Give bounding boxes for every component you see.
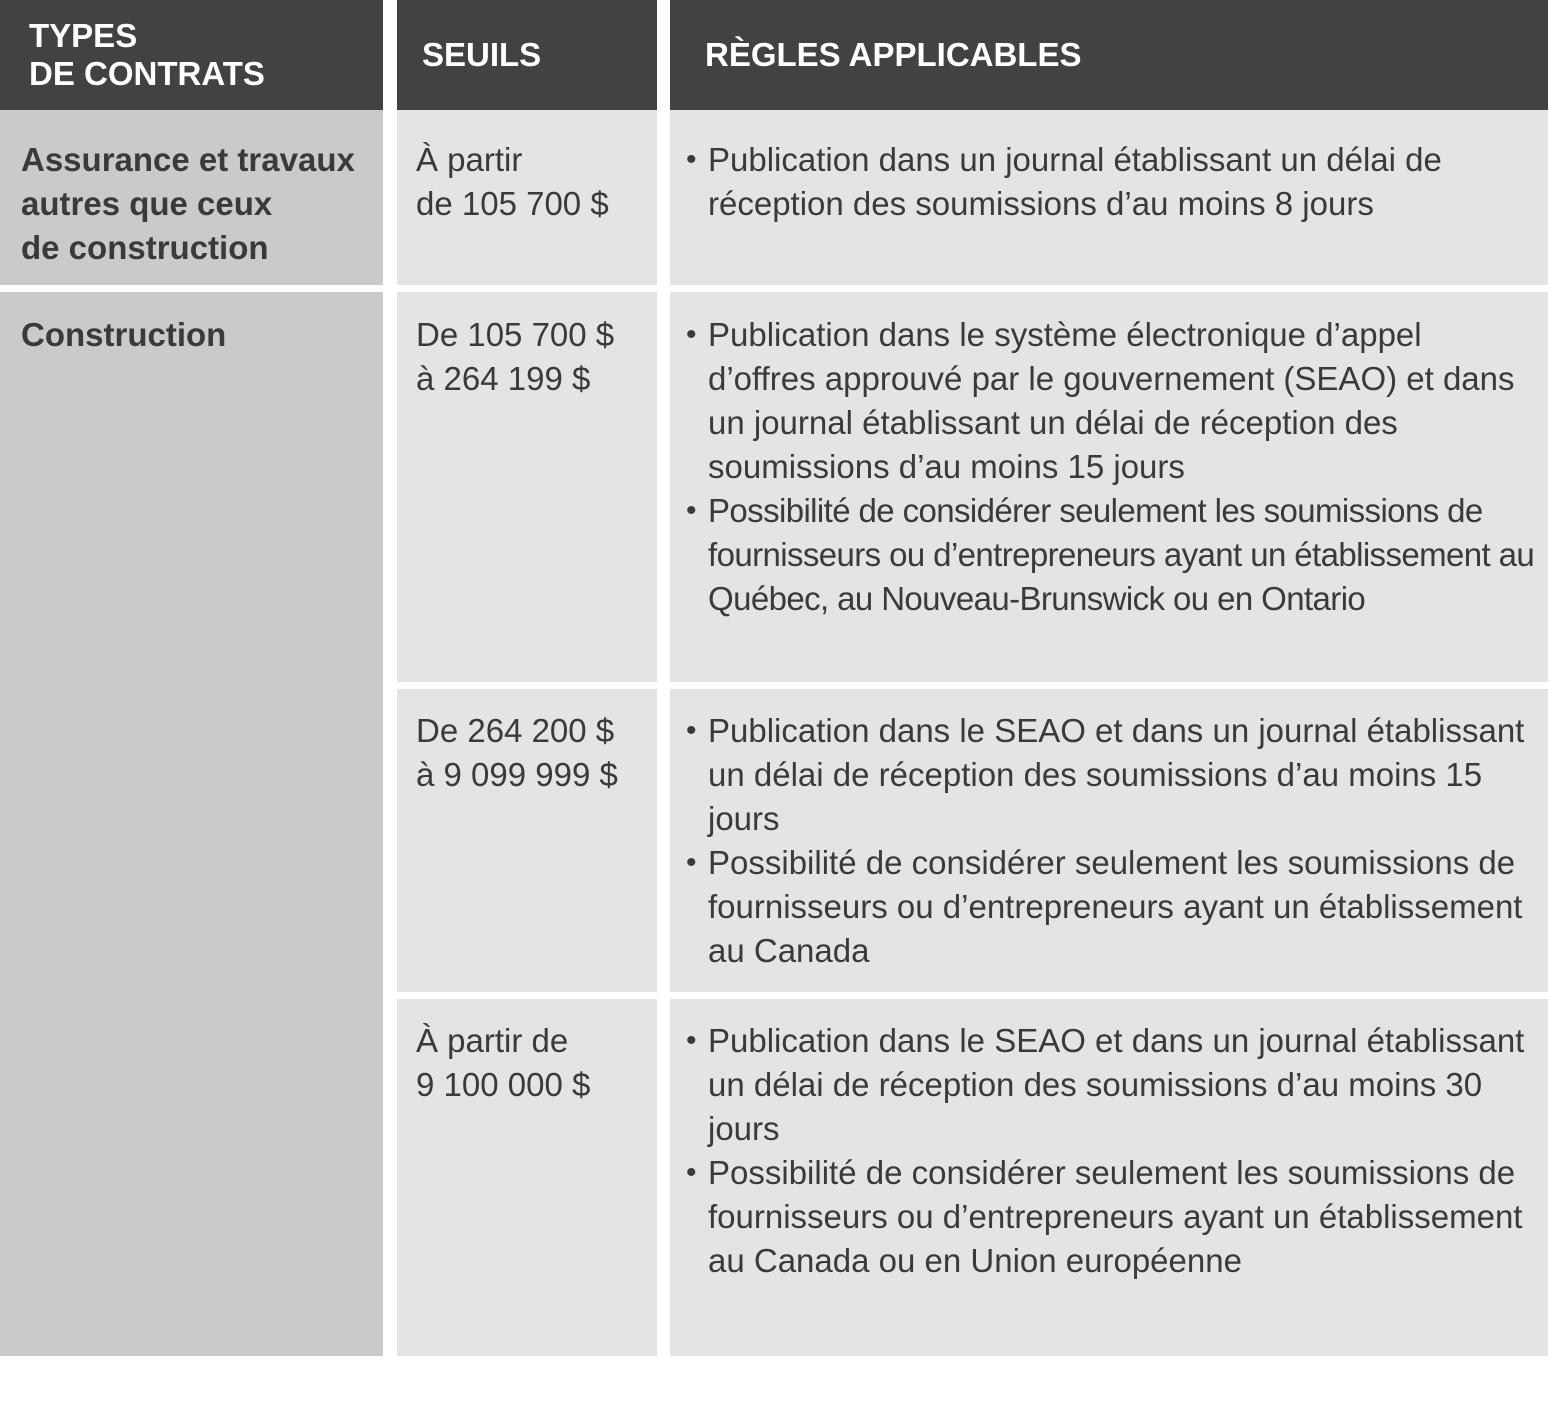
bullet-icon: • bbox=[686, 714, 697, 747]
rule-text: Publication dans un journal établissant un délai de réception des soumissions d’au moins 8 jours bbox=[708, 141, 1442, 222]
rule-text: Publication dans le système électronique d’appel d’offres approuvé par le gouvernement (SEAO) et dans un journal établissant un délai de réception des soumissions d’au moins 15 jours bbox=[708, 316, 1515, 485]
header-types-label: TYPES DE CONTRATS bbox=[29, 17, 265, 92]
header-seuils bbox=[397, 0, 657, 110]
rule-text: Possibilité de considérer seulement les soumissions de fournisseurs ou d’entrepreneurs ayant un établissement au Canada bbox=[708, 844, 1523, 969]
threshold-cell: À partir de 105 700 $ bbox=[397, 110, 657, 285]
header-regles bbox=[670, 0, 1548, 110]
rule-item bbox=[686, 709, 1538, 841]
rules-cell bbox=[670, 689, 1548, 992]
rules-cell bbox=[670, 292, 1548, 682]
rule-item bbox=[686, 1019, 1538, 1151]
rule-item bbox=[686, 489, 1538, 621]
bullet-icon: • bbox=[686, 1024, 697, 1057]
rule-item bbox=[686, 313, 1538, 489]
rule-text: Publication dans le SEAO et dans un journal établissant un délai de réception des soumissions d’au moins 30 jours bbox=[708, 1022, 1525, 1147]
rule-text: Possibilité de considérer seulement les soumissions de fournisseurs ou d’entrepreneurs ayant un établissement au Québec, au Nouveau-Brunswick ou en Ontario bbox=[708, 492, 1535, 617]
rule-item bbox=[686, 1151, 1538, 1283]
header-seuils-label: SEUILS bbox=[422, 36, 542, 73]
rule-item bbox=[686, 841, 1538, 973]
rule-text: Possibilité de considérer seulement les soumissions de fournisseurs ou d’entrepreneurs ayant un établissement au Canada ou en Union européenne bbox=[708, 1154, 1523, 1279]
threshold-cell: De 105 700 $ à 264 199 $ bbox=[397, 292, 657, 682]
header-regles-label: RÈGLES APPLICABLES bbox=[705, 36, 1082, 73]
bullet-icon: • bbox=[686, 318, 697, 351]
rules-cell bbox=[670, 110, 1548, 285]
threshold-cell: De 264 200 $ à 9 099 999 $ bbox=[397, 689, 657, 992]
rule-item bbox=[686, 138, 1538, 226]
contract-type-construction: Construction bbox=[0, 292, 383, 1356]
contract-type-assurance: Assurance et travaux autres que ceux de construction bbox=[0, 110, 383, 285]
bullet-icon: • bbox=[686, 1156, 697, 1189]
bullet-icon: • bbox=[686, 143, 697, 176]
bullet-icon: • bbox=[686, 494, 696, 527]
threshold-cell: À partir de 9 100 000 $ bbox=[397, 999, 657, 1356]
rules-cell bbox=[670, 999, 1548, 1356]
rule-text: Publication dans le SEAO et dans un journal établissant un délai de réception des soumissions d’au moins 15 jours bbox=[708, 712, 1525, 837]
header-types bbox=[0, 0, 383, 110]
bullet-icon: • bbox=[686, 846, 697, 879]
